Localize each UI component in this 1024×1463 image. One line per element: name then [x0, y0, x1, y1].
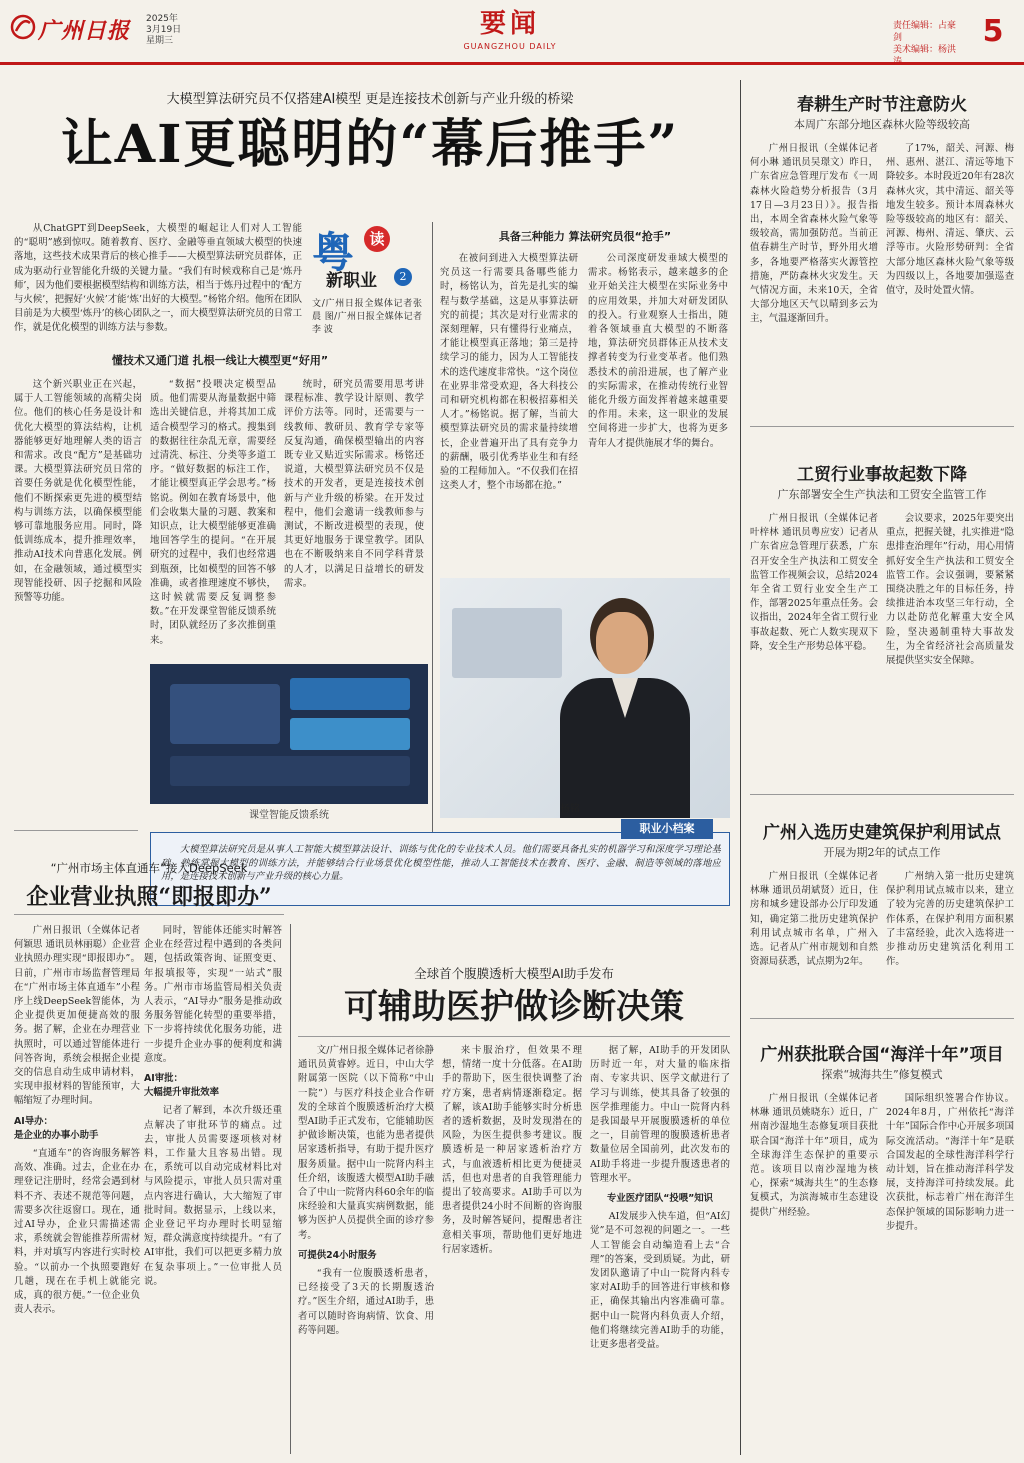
- lead-col-3: [284, 378, 424, 658]
- ocean-sub: 探索“城海共生”修复模式: [821, 1068, 943, 1081]
- market-subhead-b: AI审批：: [144, 1073, 183, 1085]
- market-col-1: [14, 924, 140, 1454]
- medical-subhead-a: 可提供24小时服务: [298, 1249, 377, 1261]
- medical-col-2: [442, 1044, 582, 1456]
- medical-col-1b-text: “我有一位腹膜透析患者，已经接受了3天的长期腹透治疗。”医生介绍，通过AI助手，患者可以随时咨询病情、饮食、用药等问题。: [298, 1268, 434, 1336]
- lead-intro-text: 从ChatGPT到DeepSeek，大模型的崛起让人们对人工智能的“聪明”感到惊叹。随着教育、医疗、金融等垂直领域大模型的快速落地，这些技术成果背后的核心推手——大模型算法研究员群体，正成为驱动行业智能化升级的关键力量。“我们有时候戏称自己是‘炼丹师’，因为他们要根据模型结构和训练方法，相当于炼丹过程中的‘配方与火候’，把握好‘火候’才能‘炼’出好的大模型。”杨铭介绍。他所在团队目前是为大模型‘炼丹’的核心团队之一，而大模型算法研究员的日常工作，就是优化模型的训练方法与参数。: [14, 223, 302, 334]
- ocean-col-2: [886, 1092, 1014, 1454]
- lead-intro: [14, 222, 302, 334]
- badge-number: 2: [394, 268, 412, 286]
- market-col-2-text: 同时，智能体还能实时解答企业在经营过程中遇到的各类问题，包括政策咨询、证照变更、年报填报等，实现“一站式”服务。广州市市场监管局相关负责人表示，“AI导办”服务是推动政务服务智能化转型的重要举措，下一步将持续优化服务功能，进一步提升企业办事的便利度和满意度。: [144, 925, 282, 1064]
- page-number: 5: [982, 14, 1004, 49]
- ocean-headline: 广州获批联合国“海洋十年”项目: [760, 1045, 1004, 1065]
- heritage-col-2-text: 广州纳入第一批历史建筑保护利用试点城市以来，建立了较为完善的历史建筑保护工作体系，在保护利用方面积累了丰富经验，此次入选将进一步推动历史建筑活化利用工作。: [886, 871, 1014, 968]
- lead-col-4-text: 在被问到进入大模型算法研究员这一行需要具备哪些能力时，杨铭认为，首先是扎实的编程与数学基础，这是从事算法研究的前提；其次是对行业需求的深刻理解，只有懂得行业痛点，才能让模型真正落地；第三是持续学习的能力，因为人工智能技术的迭代速度非常快。“这个岗位在业界非常受欢迎，各大科技公司和研究机构都在积极招募相关人才。”杨铭说。据了解，当前大模型算法研究员的需求量持续增长，企业普遍开出了具有竞争力的薪酬，吸引优秀毕业生和有经验的工程师加入。“不仅我们在招这类人才，整个市场都在抢。”: [440, 253, 578, 492]
- safety-headline: 工贸行业事故起数下降: [797, 465, 967, 485]
- lead-col-4: [440, 252, 578, 572]
- lead-subhead-2: 具备三种能力 算法研究员很“抢手”: [498, 230, 672, 243]
- badge-label: 新职业: [326, 271, 377, 291]
- market-kicker: “广州市场主体直通车”接入DeepSeek: [50, 861, 248, 875]
- medical-col-3: [590, 1044, 730, 1456]
- lead-kicker: 大模型算法研究员不仅搭建AI模型 更是连接技术创新与产业升级的桥梁: [166, 92, 574, 107]
- logo-emblem-icon: [10, 14, 36, 40]
- ocean-col-2-text: 国际组织签署合作协议。2024年8月，广州依托“海洋十年”国际合作中心开展多项国际交流活动。“海洋十年”是联合国发起的全球性海洋科学行动计划，旨在推动海洋科学发展，支持海洋可持续发展。此次获批，标志着广州在海洋生态保护领域的国际影响力进一步提升。: [886, 1093, 1014, 1232]
- date-year: 2025年: [146, 14, 178, 24]
- series-badge: [312, 220, 422, 296]
- logo-text: 广州日报: [38, 18, 131, 44]
- market-subhead-a: AI导办：: [14, 1115, 53, 1127]
- market-headline: 企业营业执照“即报即办”: [26, 884, 272, 910]
- lead-subhead-1: 懂技术又通门道 扎根一线让大模型更“好用”: [111, 354, 329, 367]
- medical-subhead-b: 专业医疗团队“投喂”知识: [606, 1193, 714, 1205]
- lead-col-2: [150, 378, 276, 658]
- badge-char: 粤: [312, 228, 355, 277]
- lead-col-3-text: 统时，研究员需要用思考讲课程标准、教学设计原则、教学评价方法等。同时，还需要与一线教师、教研员、教育学专家等反复沟通，确保模型输出的内容既专业又贴近实际需求。杨铭还说道，大模型算法研究员不仅是技术的开发者，更是连接技术创新与产业升级的桥梁。在开发过程中，他们会邀请一线教师参与测试，不断改进模型的表现，使其更好地服务于课堂教学。团队也在不断吸纳来自不同学科背景的人才，以满足日益增长的研发需求。: [284, 379, 424, 589]
- ocean-col-1-text: 广州日报讯（全媒体记者林琳 通讯员姚晓东）近日，广州南沙湿地生态修复项目获批联合国“海洋十年”项目，成为全球海洋生态保护的重要示范。该项目以南沙湿地为核心，探索“城海共生”的生态修复模式，为滨海城市生态建设提供广州经验。: [750, 1093, 878, 1218]
- lead-col-5-text: 公司深度研发垂域大模型的需求。杨铭表示，越来越多的企业开始关注大模型在实际业务中的应用效果，并加大对研发团队的投入。行业观察人士指出，随着各领域垂直大模型的不断落地，算法研究员群体正从技术支撑者转变为行业变革者。他们熟悉技术的前沿进展，也了解产业的实际需求，在推动传统行业智能化升级方面发挥着越来越重要的作用。未来，这一职业的发展空间将进一步扩大，也将为更多青年人才提供施展才华的舞台。: [588, 253, 728, 449]
- market-col-2b-text: 记者了解到，本次升级还重点解决了审批环节的痛点。过去，审批人员需要逐项核对材料，工作量大且容易出错。现在，系统可以自动完成材料比对与风险提示，审批人员只需对重点内容进行确认，大大缩短了审批时间。数据显示，上线以来，企业登记平均办理时长明显缩短，群众满意度持续提升。“有了AI审批，我们可以把更多精力放在复杂事项上。”一位审批人员说。: [144, 1105, 282, 1287]
- market-subhead-a2: 是企业的办事小助手: [14, 1129, 99, 1141]
- section-title: 要闻: [479, 9, 540, 39]
- classroom-caption: 课堂智能反馈系统: [249, 810, 329, 821]
- heritage-col-2: [886, 870, 1014, 1010]
- section-banner: [420, 6, 600, 62]
- profile-body: 大模型算法研究员是从事人工智能大模型算法设计、训练与优化的专业技术人员。他们需要具备扎实的机器学习和深度学习理论基础，熟练掌握大模型的训练方法，并能够结合行业场景优化模型性能，推动人工智能技术在教育、医疗、金融、制造等领域的落地应用，是连接技术创新与产业升级的核心力量。: [161, 844, 721, 882]
- safety-col-1-text: 广州日报讯（全媒体记者叶梓林 通讯员粤应安）记者从广东省应急管理厅获悉，广东召开安全生产执法和工贸安全监管工作视频会议，总结2024年全省工贸行业安全生产工作，部署2025年重点任务。会议指出，2024年全省工贸行业事故起数、死亡人数实现双下降，安全生产形势总体平稳。: [750, 513, 878, 652]
- spring-col-1: [750, 142, 878, 418]
- date-day: 3月19日: [146, 25, 182, 35]
- heritage-col-1: [750, 870, 878, 1010]
- market-col-2: [144, 924, 282, 1454]
- market-subhead-b2: 大幅提升审批效率: [144, 1087, 220, 1099]
- spring-col-2-text: 了17%，韶关、河源、梅州、惠州、湛江、清远等地下降较多。本时段近20年有28次森林火灾，其中清远、韶关等地发生较多。预计本周森林火险等级较高的地区有：韶关、河源、梅州、清远、肇庆、云浮等市。火险形势研判：全省大部分地区森林火险气象等级为四级以上，各地要加强巡查值守，及时处置火情。: [886, 143, 1014, 297]
- safety-col-1: [750, 512, 878, 786]
- lead-col-5: [588, 252, 728, 552]
- badge-read: 读: [364, 226, 390, 252]
- heritage-sub: 开展为期2年的试点工作: [823, 846, 941, 859]
- issue-date: [146, 14, 206, 47]
- safety-sub: 广东部署安全生产执法和工贸安全监管工作: [777, 488, 987, 501]
- heritage-col-1-text: 广州日报讯（全媒体记者林琳 通讯员胡斌贤）近日，住房和城乡建设部办公厅印发通知，确定第二批历史建筑保护利用试点城市名单，广州入选。记者从广州市规划和自然资源局获悉，试点期为2年。: [750, 871, 878, 968]
- newspaper-logo: [10, 14, 136, 42]
- photo-caption-name: 杨铭: [560, 804, 580, 815]
- lead-col-2-text: “数据”投喂决定模型品质。他们需要从海量数据中筛选出关键信息，并将其加工成适合模型学习的格式。搜集到的数据往往杂乱无章，需要经过清洗、标注、分类等多道工序。“做好数据的标注工作，才能让模型真正学会思考。”杨铭说。例如在教育场景中，他们会收集大量的习题、教案和知识点，让大模型能够更准确地回答学生的提问。“在开展研究的过程中，我们也经常遇到瓶颈，比如模型的回答不够准确，或者推理速度不够快，这时候就需要反复调整参数。”在开发课堂智能反馈系统时，团队就经历了多次推倒重来。: [150, 379, 276, 646]
- medical-col-3-text: 据了解，AI助手的开发团队历时近一年，对大量的临床指南、专家共识、医学文献进行了学习与训练，使其具备了较强的医学推理能力。中山一院肾内科是我国最早开展腹膜透析的单位之一，目前管理的腹膜透析患者数量位居全国前列，此次发布的AI助手将进一步提升腹透患者的管理水平。: [590, 1045, 730, 1184]
- medical-headline: 可辅助医护做诊断决策: [344, 987, 684, 1027]
- market-col-1b-text: “直通车”的咨询服务解答高效、准确。过去，企业在办理登记注册时，经常会遇到材料不齐、表述不规范等问题，需要多次往返窗口。现在，通过AI导办，企业只需描述需求，系统就会智能推荐所需材料，并对填写内容进行实时校验。“以前办一个执照要跑好几趟，现在在手机上就能完成，真的很方便。”一位企业负责人表示。: [14, 1148, 140, 1316]
- medical-col-1: [298, 1044, 434, 1456]
- market-col-1-text: 广州日报讯（全媒体记者何颖思 通讯员林丽聪）企业营业执照办理实现“即报即办”。日前，广州市市场监督管理局在“广州市场主体直通车”小程序上线DeepSeek智能体，为企业提供更加便捷高效的服务。据了解，企业在办理营业执照时，可以通过智能体进行问答咨询，系统会根据企业提交的信息自动生成申请材料，实现申报材料的智能预审，大幅缩短了办理时间。: [14, 925, 140, 1107]
- safety-col-2-text: 会议要求，2025年要突出重点，把握关键，扎实推进“隐患排查治理年”行动，用心用情抓好安全生产执法和工贸安全监管工作。会议强调，要紧紧围绕决胜之年的目标任务，持续推进治本攻坚三年行动，全力以赴防范化解重大安全风险，坚决遏制重特大事故发生，为全省经济社会高质量发展提供坚实安全保障。: [886, 513, 1014, 667]
- researcher-photo: [440, 578, 730, 818]
- ocean-col-1: [750, 1092, 878, 1454]
- lead-col-1: [14, 378, 142, 728]
- profile-title: 职业小档案: [621, 819, 713, 839]
- editor-credit: 责任编辑：占豪剑: [893, 21, 957, 43]
- lead-col-1-text: 这个新兴职业正在兴起，属于人工智能领域的高精尖岗位。他们的核心任务是设计和优化大模型的算法结构，让机器能够更好地理解人类的语言和需求。改良“配方”是基础功课。大模型算法研究员日常的首要任务就是优化模型性能，他们不断探索更先进的模型结构与训练方法，以确保模型能够可靠地服务应用。同时，降低训练成本，提升推理效率，推动AI技术向普惠化发展。例如，在金融领域，通过模型实现智能投研、因子挖掘和风险预警等功能。: [14, 379, 142, 604]
- spring-sub: 本周广东部分地区森林火险等级较高: [794, 118, 970, 131]
- spring-col-2: [886, 142, 1014, 418]
- medical-col-3b-text: AI发展步入快车道，但“AI幻觉”是不可忽视的问题之一。一些人工智能会自动编造看上去“合理”的答案，受到质疑。为此，研发团队邀请了中山一院肾内科专家对AI助手的回答进行审核和修正，确保其输出内容准确可靠。据中山一院肾内科负责人介绍，他们将继续完善AI助手的功能，让更多患者受益。: [590, 1211, 730, 1351]
- lead-byline: 文/广州日报全媒体记者张 晨 图/广州日报全媒体记者李 波: [312, 299, 422, 335]
- lead-headline: 让AI更聪明的“幕后推手”: [60, 114, 680, 175]
- heritage-headline: 广州入选历史建筑保护利用试点: [763, 823, 1001, 843]
- spring-col-1-text: 广州日报讯（全媒体记者何小琳 通讯员吴璟文）昨日，广东省应急管理厅发布《一周森林火险趋势分析报告（3月17日—3月23日）》。报告指出，本周全省森林火险气象等级较高，需加强防范。当前正值春耕生产时节，野外用火增多，各地要严格落实火源管控措施，严防森林火灾发生。天气情况方面，未来10天，全省大部分地区天气以晴到多云为主，气温逐渐回升。: [750, 143, 878, 325]
- medical-col-1-text: 文/广州日报全媒体记者徐静 通讯员黄睿婷。近日，中山大学附属第一医院（以下简称“中山一院”）与医疗科技企业合作研发的全球首个腹膜透析治疗大模型AI助手正式发布，它能辅助医护做诊断决策，也能为患者提供居家透析指导，有助于提升医疗服务质量。据中山一院肾内科主任介绍，该腹透大模型AI助手融合了中山一院肾内科60余年的临床经验和大量真实病例数据，能够为医护人员提供全面的诊疗参考。: [298, 1045, 434, 1241]
- masthead: [0, 0, 1024, 62]
- editors: [893, 20, 963, 68]
- classroom-system-image: [150, 664, 428, 804]
- safety-col-2: [886, 512, 1014, 786]
- designer-credit: 美术编辑：杨洪: [893, 45, 957, 55]
- section-subtitle: GUANGZHOU DAILY: [463, 42, 557, 51]
- medical-col-2-text: 来卡服治疗，但效果不理想，情绪一度十分低落。在AI助手的帮助下，医生很快调整了治疗方案，患者病情逐渐稳定。据了解，该AI助手能够实时分析患者的透析数据，及时发现潜在的风险，为医生提供参考建议。腹膜透析是一种居家透析治疗方式，与血液透析相比更为便捷灵活，但也对患者的自我管理能力提出了较高要求。AI助手可以为患者提供24小时不间断的咨询服务，及时解答疑问，提醒患者注意相关事项，帮助他们更好地进行居家透析。: [442, 1045, 582, 1255]
- spring-headline: 春耕生产时节注意防火: [797, 95, 967, 115]
- medical-kicker: 全球首个腹膜透析大模型AI助手发布: [414, 966, 614, 981]
- weekday: 星期三: [146, 36, 174, 46]
